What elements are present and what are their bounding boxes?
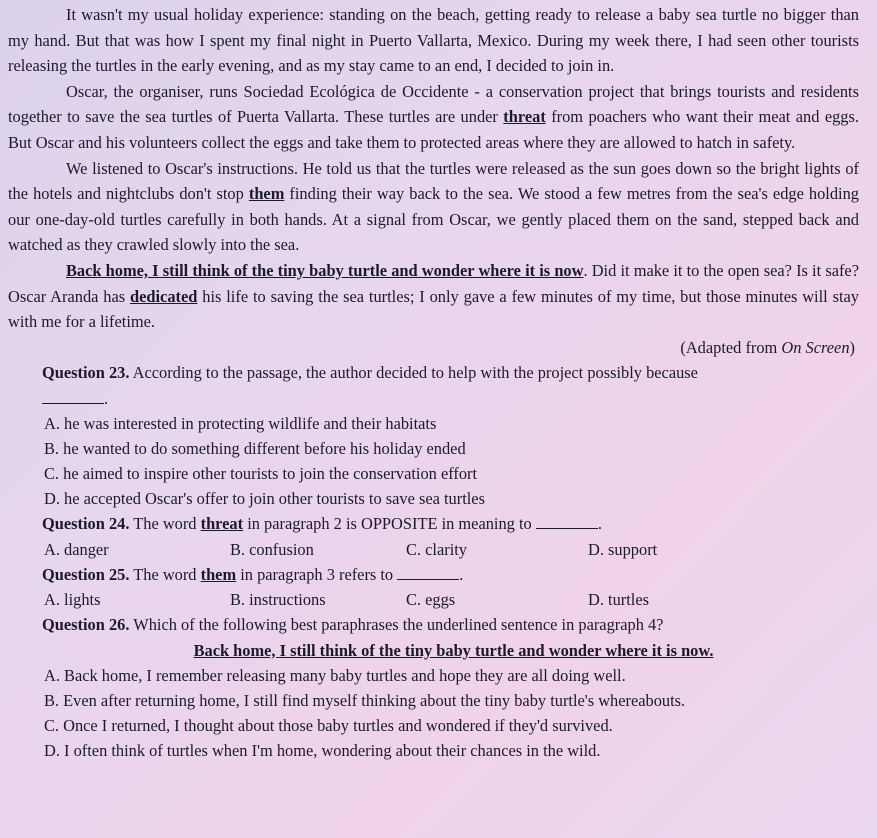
- question-26: [0, 612, 877, 638]
- q25-option-c[interactable]: C. eggs: [406, 590, 456, 610]
- question-25-label: Question 25.: [42, 564, 130, 584]
- q23-option-c[interactable]: C. he aimed to inspire other tourists to join the conservation effort: [44, 463, 478, 483]
- paragraph-2-text-a: Oscar, the organiser, runs Sociedad Ecológica de Occidente - a conservation project that brings tourists and residents together to save the sea turtles of Puerta Vallarta. These turtles are under: [8, 81, 859, 127]
- question-25: [0, 562, 877, 588]
- q24-option-d[interactable]: D. support: [588, 539, 658, 559]
- q25-option-d[interactable]: D. turtles: [588, 590, 650, 610]
- q23-option-d[interactable]: D. he accepted Oscar's offer to join other tourists to save sea turtles: [44, 488, 485, 508]
- q25-option-a[interactable]: A. lights: [44, 590, 101, 610]
- paragraph-4-text-b: his life to saving the sea turtles; I only gave a few minutes of my time, but those minutes will stay with me for a lifetime.: [8, 286, 859, 332]
- q25-options: [0, 587, 877, 612]
- q26-option-d[interactable]: D. I often think of turtles when I'm home, wondering about their chances in the wild.: [44, 740, 601, 760]
- paragraph-3-text-b: finding their way back to the sea. We stood a few metres from the sea's edge holding our one-day-old turtles carefully in both hands. At a signal from Oscar, we gently placed them on the sand, stepped back and watched as they crawled slowly into the sea.: [8, 184, 860, 255]
- question-26-label: Question 26.: [42, 615, 130, 635]
- word-them: them: [248, 184, 285, 204]
- question-23-text: According to the passage, the author decided to help with the project possibly because: [129, 363, 698, 383]
- paragraph-4-text-a: . Did it make it to the open sea? Is it safe? Oscar Aranda has: [8, 260, 859, 306]
- answer-blank[interactable]: [536, 514, 598, 529]
- paragraph-3-text-a: We listened to Oscar's instructions. He told us that the turtles were released as the sun goes down so the bright lights of the hotels and nightclubs don't stop: [8, 158, 859, 204]
- question-24-text-a: The word: [129, 513, 201, 533]
- q24-option-a[interactable]: A. danger: [44, 539, 109, 559]
- paragraph-4: [0, 258, 877, 335]
- credit-prefix: (Adapted from: [680, 337, 782, 357]
- q24-option-b[interactable]: B. confusion: [230, 539, 314, 559]
- question-25-text-a: The word: [129, 564, 201, 584]
- q23-option-b[interactable]: B. he wanted to do something different before his holiday ended: [44, 438, 466, 458]
- paragraph-2-text-b: from poachers who want their meat and eggs. But Oscar and his volunteers collect the eggs and take them to protected areas where they are allowed to hatch in safety.: [8, 107, 859, 152]
- paragraph-3: [0, 156, 877, 258]
- question-23: [0, 360, 877, 386]
- q26-option-b[interactable]: B. Even after returning home, I still find myself thinking about the tiny baby turtle's whereabouts.: [44, 690, 686, 710]
- question-24: [0, 511, 877, 537]
- q26-option-c[interactable]: C. Once I returned, I thought about those baby turtles and wondered if they'd survived.: [44, 715, 613, 735]
- question-26-sentence: Back home, I still think of the tiny baby turtle and wonder where it is now.: [193, 640, 714, 660]
- word-threat: threat: [503, 107, 546, 127]
- q24-options: [0, 537, 877, 562]
- word-dedicated: dedicated: [130, 286, 198, 306]
- question-25-tail: .: [459, 564, 464, 584]
- question-23-label: Question 23.: [42, 363, 130, 383]
- question-25-text-b: in paragraph 3 refers to: [236, 564, 398, 584]
- q25-option-b[interactable]: B. instructions: [230, 590, 326, 610]
- q26-option-a[interactable]: A. Back home, I remember releasing many baby turtles and hope they are all doing well.: [44, 665, 626, 685]
- answer-blank[interactable]: [42, 389, 104, 404]
- source-credit: [0, 335, 877, 361]
- paragraph-2: [0, 79, 877, 156]
- question-23-blank-line: [0, 386, 877, 411]
- paragraph-1: It wasn't my usual holiday experience: standing on the beach, getting ready to release a baby sea turtle no bigger than my hand. But that was how I spent my final night in Puerto Vallarta, Mexico. During my week there, I had seen other tourists releasing the turtles in the early evening, and as my stay came to an end, I decided to join in.: [8, 5, 859, 76]
- question-24-word: threat: [200, 513, 244, 533]
- credit-source: On Screen: [781, 337, 850, 357]
- question-23-tail: .: [104, 388, 109, 408]
- question-26-text: Which of the following best paraphrases the underlined sentence in paragraph 4?: [129, 615, 664, 635]
- question-24-label: Question 24.: [42, 513, 130, 533]
- question-24-tail: .: [597, 513, 602, 533]
- q23-option-a[interactable]: A. he was interested in protecting wildlife and their habitats: [44, 413, 437, 433]
- q24-option-c[interactable]: C. clarity: [406, 539, 467, 559]
- question-24-text-b: in paragraph 2 is OPPOSITE in meaning to: [243, 513, 536, 533]
- answer-blank[interactable]: [397, 565, 459, 580]
- underlined-sentence: Back home, I still think of the tiny baby turtle and wonder where it is now: [66, 260, 584, 280]
- question-25-word: them: [200, 564, 237, 584]
- credit-suffix: ): [849, 337, 855, 357]
